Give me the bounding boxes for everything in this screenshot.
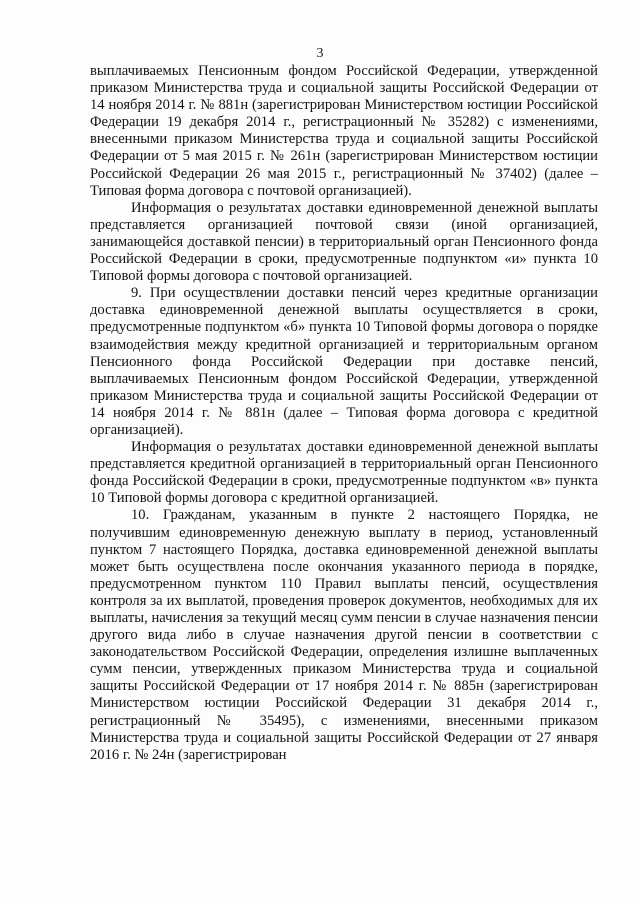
paragraph-continuation: выплачиваемых Пенсионным фондом Российской Федерации, утвержденной приказом Министерства труда и социальной защиты Российской Федерации от 14 ноября 2014 г. № 881н (зарегистрирован Министерством юстиции Российской Федерации 19 декабря 2014 г., регистрационный № 35282) с изменениями, внесенными приказом Министерства труда и социальной защиты Российской Федерации от 5 мая 2015 г. № 261н (зарегистрирован Министерством юстиции Российской Федерации 26 мая 2015 г., регистрационный № 37402) (далее – Типовая форма договора с почтовой организацией). (90, 63, 598, 199)
paragraph-item-9: 9. При осуществлении доставки пенсий через кредитные организации доставка единовременной денежной выплаты осуществляется в сроки, предусмотренные подпунктом «б» пункта 10 Типовой формы договора о порядке взаимодействия между кредитной организацией и территориальным органом Пенсионного фонда Российской Федерации при доставке пенсий, выплачиваемых Пенсионным фондом Российской Федерации, утвержденной приказом Министерства труда и социальной защиты Российской Федерации от 14 ноября 2014 г. № 881н (далее – Типовая форма договора с кредитной организацией). (90, 285, 598, 438)
paragraph-item-10: 10. Гражданам, указанным в пункте 2 настоящего Порядка, не получившим единовременную денежную выплату в период, установленный пунктом 7 настоящего Порядка, доставка единовременной денежной выплаты может быть осуществлена после окончания указанного периода в порядке, предусмотренном пунктом 110 Правил выплаты пенсий, осуществления контроля за их выплатой, проведения проверок документов, необходимых для их выплаты, начисления за текущий месяц сумм пенсии в случае назначения пенсии другого вида либо в случае назначения другой пенсии в соответствии с законодательством Российской Федерации, определения излишне выплаченных сумм пенсии, утвержденных приказом Министерства труда и социальной защиты Российской Федерации от 17 ноября 2014 г. № 885н (зарегистрирован Министерством юстиции Российской Федерации 31 декабря 2014 г., регистрационный № 35495), с изменениями, внесенными приказом Министерства труда и социальной защиты Российской Федерации от 27 января 2016 г. № 24н (зарегистрирован (90, 507, 598, 763)
paragraph-postal-info: Информация о результатах доставки единовременной денежной выплаты представляется организацией почтовой связи (иной организацией, занимающейся доставкой пенсии) в территориальный орган Пенсионного фонда Российской Федерации в сроки, предусмотренные подпунктом «и» пункта 10 Типовой формы договора с почтовой организацией. (90, 199, 598, 285)
paragraph-credit-info: Информация о результатах доставки единовременной денежной выплаты представляется кредитной организацией в территориальный орган Пенсионного фонда Российской Федерации в сроки, предусмотренные подпунктом «в» пункта 10 Типовой формы договора с кредитной организацией. (90, 439, 598, 507)
document-body (90, 63, 598, 764)
page-number: 3 (316, 46, 324, 61)
